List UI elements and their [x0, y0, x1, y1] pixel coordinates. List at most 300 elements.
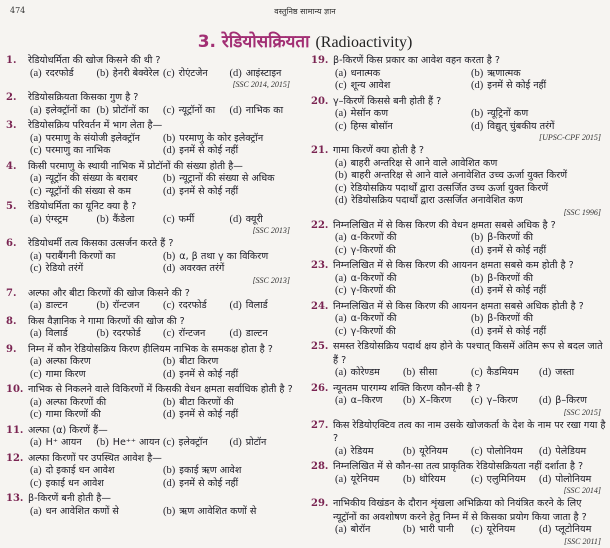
options-group [30, 328, 296, 341]
option-letter: (d) [229, 328, 242, 339]
option-letter: (a) [30, 328, 42, 339]
question-line [4, 160, 296, 174]
option-text: डाल्टन [45, 300, 68, 311]
answer-option [335, 80, 471, 93]
running-head: वस्तुनिष्ठ सामान्य ज्ञान [274, 7, 336, 16]
options-group [30, 397, 296, 422]
exam-source-tag: [SSC 2011] [564, 536, 601, 546]
option-letter: (b) [96, 437, 109, 448]
option-letter: (d) [539, 395, 552, 406]
option-text: धन आवेशित कणों से [45, 505, 119, 517]
question-line [4, 452, 296, 466]
answer-option [30, 186, 163, 199]
options-group [335, 158, 607, 208]
answer-option [30, 251, 163, 264]
answer-option [335, 170, 607, 183]
answer-option [539, 446, 607, 459]
options-group [30, 173, 296, 198]
option-text: रेडियो तरंगें [45, 263, 84, 274]
answer-option [163, 465, 296, 478]
question-item [309, 497, 607, 546]
question-item [4, 119, 296, 158]
answer-option [163, 328, 230, 341]
question-text: β-किरणें बनी होती है— [28, 493, 111, 504]
option-letter: (c) [163, 104, 175, 116]
option-text: परमाणु के संयोजी इलेक्ट्रॉन [45, 132, 140, 144]
option-text: इनमें से कोई नहीं [487, 80, 547, 91]
question-item [309, 382, 607, 417]
option-text: बोरॉन [350, 524, 371, 535]
question-item [4, 492, 296, 518]
option-letter: (a) [30, 465, 42, 476]
option-letter: (a) [335, 395, 347, 406]
options-group [335, 68, 607, 93]
options-group [335, 446, 607, 459]
option-text: न्यूट्रॉन की संख्या के बराबर [45, 173, 138, 184]
answer-option [163, 105, 230, 118]
option-letter: (c) [30, 409, 42, 420]
option-text: थोरियम [419, 473, 446, 485]
option-text: फर्मी [178, 213, 195, 225]
answer-option [539, 474, 607, 487]
answer-option [30, 369, 163, 382]
answer-option [163, 506, 296, 519]
option-text: न्यूट्रानों की संख्या से अधिक [179, 173, 275, 184]
option-letter: (b) [403, 367, 416, 378]
answer-option [30, 263, 163, 276]
answer-option [335, 108, 471, 121]
option-letter: (c) [335, 325, 347, 337]
option-letter: (c) [471, 524, 483, 535]
answer-option [335, 326, 471, 339]
left-column [4, 54, 296, 520]
option-letter: (b) [163, 132, 176, 144]
answer-option [97, 105, 164, 118]
option-letter: (b) [96, 328, 109, 339]
option-text: प्रोटॉन [245, 437, 267, 448]
option-letter: (b) [96, 67, 109, 79]
question-item [309, 300, 607, 339]
question-number: 10. [6, 384, 24, 395]
option-letter: (d) [471, 244, 484, 256]
option-text: β-किरणों की [487, 272, 533, 284]
option-text: कैंडेला [112, 213, 135, 225]
option-letter: (c) [30, 263, 42, 274]
question-text: निम्नलिखित में से किस किरण की आयनन क्षमता सबसे कम होती है ? [333, 260, 574, 271]
option-letter: (d) [539, 445, 552, 457]
answer-option [30, 356, 163, 369]
answer-option [471, 245, 607, 258]
option-letter: (d) [229, 213, 242, 225]
answer-option [163, 300, 230, 313]
question-number: 29. [311, 498, 329, 509]
option-text: आइंस्टाइन [245, 67, 282, 79]
option-text: इनमें से कोई नहीं [487, 244, 547, 256]
options-group [335, 232, 607, 257]
option-text: γ-किरणों की [350, 325, 396, 337]
answer-option [163, 478, 296, 491]
option-letter: (a) [30, 104, 42, 116]
option-letter: (a) [30, 173, 42, 184]
exam-source-tag: [UPSC-CPF 2015] [539, 133, 601, 142]
answer-option [163, 263, 296, 276]
options-group [30, 214, 296, 227]
question-line [4, 492, 296, 506]
option-letter: (c) [163, 437, 175, 448]
options-group [335, 313, 607, 338]
answer-option [403, 524, 471, 537]
question-number: 19. [311, 55, 329, 66]
option-text: बीटा किरणों की [179, 396, 234, 408]
question-number: 22. [311, 219, 329, 231]
answer-option [163, 145, 296, 158]
answer-option [335, 313, 471, 326]
answer-option [30, 465, 163, 478]
option-letter: (d) [471, 325, 484, 337]
option-text: इनमें से कोई नहीं [179, 409, 239, 420]
option-letter: (b) [403, 473, 416, 485]
option-text: बीटा किरण [179, 356, 219, 367]
option-letter: (b) [403, 445, 416, 457]
question-number: 2. [6, 92, 17, 103]
exam-source-tag: [SSC 2014, 2015] [232, 80, 290, 89]
options-group [30, 506, 296, 519]
option-text: पराबैंगनी किरणों का [45, 250, 116, 262]
answer-option [471, 367, 539, 380]
options-group [335, 108, 607, 133]
option-text: गामा किरण [45, 368, 86, 380]
option-letter: (a) [335, 524, 347, 535]
option-text: इनमें से कोई नहीं [179, 185, 239, 197]
option-letter: (b) [471, 232, 484, 243]
option-text: पेलेडियम [555, 445, 587, 457]
question-text: निम्नलिखित में से कौन-सा तत्व प्राकृतिक रेडियोसक्रियता नहीं दर्शाता है ? [333, 461, 584, 472]
option-text: इनमें से कोई नहीं [179, 368, 239, 380]
chapter-title-hindi: 3. रेडियोसक्रियता [197, 32, 310, 52]
answer-option [471, 395, 539, 408]
answer-option [163, 409, 296, 422]
option-text: एलुमिनियम [486, 473, 526, 485]
page-number: 474 [10, 6, 26, 15]
option-letter: (b) [163, 396, 176, 408]
options-group [30, 437, 296, 450]
question-line [4, 424, 296, 438]
options-group [335, 474, 607, 487]
answer-option [163, 251, 296, 264]
answer-option [335, 474, 403, 487]
option-text: β–किरण [555, 395, 587, 406]
question-line [309, 340, 607, 367]
answer-option [30, 145, 163, 158]
answer-option [163, 214, 230, 227]
question-line [4, 287, 296, 301]
question-text: अल्फा और बीटा किरणों की खोज किसने की ? [28, 287, 190, 299]
option-letter: (b) [96, 104, 109, 116]
option-letter: (c) [30, 368, 42, 380]
option-text: जस्ता [555, 367, 575, 378]
option-letter: (a) [30, 396, 42, 408]
option-text: अल्फा किरणों की [45, 396, 107, 408]
answer-option [471, 326, 607, 339]
option-letter: (c) [471, 473, 483, 485]
question-text: गामा किरणें क्या होती है ? [333, 145, 424, 156]
answer-option [471, 285, 607, 298]
answer-option [163, 356, 296, 369]
question-text: रेडियोधर्मिता की खोज किसने की थी ? [28, 55, 161, 66]
question-item [309, 144, 607, 217]
option-letter: (a) [30, 356, 42, 367]
answer-option [97, 300, 164, 313]
option-text: γ-किरणों की [350, 244, 396, 256]
option-text: गामा किरणों की [45, 409, 101, 420]
option-text: अल्फा किरण [45, 356, 91, 367]
question-item [309, 219, 607, 258]
answer-option [30, 506, 163, 519]
question-line [4, 54, 296, 68]
option-text: अवरक्त तरंगें [179, 263, 225, 274]
answer-option [230, 214, 297, 227]
question-number: 12. [6, 452, 24, 464]
option-text: सीसा [419, 367, 438, 378]
exam-source-tag: [SSC 2013] [252, 275, 290, 285]
option-text: क्यूरी [245, 213, 263, 225]
option-letter: (a) [30, 300, 42, 311]
question-line [309, 54, 607, 68]
question-number: 21. [311, 145, 329, 156]
option-letter: (a) [30, 505, 42, 517]
option-text: रॉन्टजन [178, 328, 206, 339]
option-text: α-किरणों की [350, 232, 397, 243]
option-text: रेडियोसक्रिय पदार्थों द्वारा उत्सर्जित अनावेशित कण [351, 195, 523, 206]
option-letter: (c) [163, 300, 175, 311]
answer-option [30, 409, 163, 422]
answer-option [97, 68, 164, 81]
option-letter: (c) [30, 477, 42, 489]
option-text: यूरेनियम [350, 473, 380, 485]
question-number: 5. [6, 201, 17, 212]
option-letter: (a) [30, 437, 42, 448]
option-text: न्यूट्रॉनों का [178, 104, 216, 116]
question-line [4, 315, 296, 329]
answer-option [335, 158, 607, 171]
option-text: दो इकाई धन आवेश [45, 465, 115, 476]
answer-option [471, 232, 607, 245]
question-item [4, 315, 296, 341]
option-text: यूरेनियम [419, 445, 448, 457]
answer-option [471, 273, 607, 286]
option-text: α, β तथा γ का विकिरण [179, 250, 269, 262]
question-number: 13. [6, 493, 24, 504]
question-line [4, 343, 296, 357]
question-number: 8. [6, 315, 17, 327]
question-item [4, 200, 296, 235]
option-text: H⁺ आयन [45, 437, 82, 448]
option-letter: (d) [163, 368, 176, 380]
question-item [309, 419, 607, 459]
question-item [4, 452, 296, 491]
answer-option [163, 68, 230, 81]
question-text: किसी परमाणु के स्थायी नाभिक में प्रोटॉनों की संख्या होती है— [28, 160, 243, 172]
answer-option [335, 245, 471, 258]
option-letter: (d) [163, 477, 176, 489]
option-text: धनात्मक [350, 67, 381, 79]
question-item [309, 259, 607, 298]
option-text: रेडियम [350, 445, 374, 457]
question-line [309, 95, 607, 109]
answer-option [30, 133, 163, 146]
option-letter: (c) [163, 67, 175, 79]
option-letter: (a) [335, 445, 347, 457]
answer-option [163, 186, 296, 199]
option-text: इनमें से कोई नहीं [179, 145, 239, 156]
option-text: ऋण आवेशित कणों से [179, 505, 257, 517]
option-letter: (b) [163, 173, 176, 184]
chapter-title [0, 29, 610, 52]
option-text: पोलोनियम [486, 445, 523, 457]
option-letter: (d) [229, 300, 242, 311]
answer-option [163, 437, 230, 450]
answer-option [539, 367, 607, 380]
question-item [309, 95, 607, 143]
option-text: γ–किरण [486, 395, 518, 406]
question-item [4, 383, 296, 422]
question-text: निम्न में कौन रेडियोसक्रिय किरण हीलियम नाभिक के समकक्ष होता है ? [28, 343, 273, 355]
answer-option [471, 474, 539, 487]
option-letter: (a) [335, 367, 347, 378]
exam-source-tag: [SSC 2014] [563, 486, 601, 495]
answer-option [30, 173, 163, 186]
option-letter: (a) [30, 213, 42, 225]
option-letter: (a) [30, 67, 42, 79]
option-text: विलार्ड [245, 300, 268, 311]
option-text: प्रोटॉनों का [112, 104, 149, 116]
option-letter: (b) [163, 505, 176, 517]
option-letter: (d) [335, 195, 348, 206]
option-letter: (c) [335, 285, 347, 296]
answer-option [230, 105, 297, 118]
answer-option [539, 524, 607, 537]
answer-option [163, 369, 296, 382]
question-line [309, 497, 607, 524]
answer-option [30, 68, 97, 81]
question-number: 23. [311, 260, 329, 271]
answer-option [335, 285, 471, 298]
question-line [309, 460, 607, 474]
option-text: न्यूट्रिनों कण [487, 108, 529, 119]
question-text: नाभिक से निकलने वाले विकिरणों में किसकी वेधन क्षमता सर्वाधिक होती है ? [28, 384, 293, 395]
answer-option [163, 133, 296, 146]
options-group [30, 356, 296, 381]
question-text: किस रेडियोएक्टिव तत्व का नाम उसके खोजकर्ता के देश के नाम पर रखा गया है ? [333, 419, 606, 444]
answer-option [335, 395, 403, 408]
exam-source-tag: [SSC 2013] [252, 226, 290, 235]
question-line [309, 144, 607, 158]
option-text: विद्युत् चुंबकीय तरंगें [487, 120, 555, 132]
option-text: कैडमियम [486, 367, 519, 378]
question-text: किस वैज्ञानिक ने गामा किरणों की खोज की ? [28, 315, 185, 327]
answer-option [335, 524, 403, 537]
question-text: अल्फा किरणों पर उपस्थित आवेश है— [28, 452, 162, 464]
option-text: α-किरणों की [350, 272, 397, 284]
answer-option [471, 446, 539, 459]
question-text: रेडियोधर्मी तत्व किसका उत्सर्जन करते हैं ? [28, 238, 174, 249]
option-letter: (c) [30, 185, 42, 197]
option-text: भारी पानी [419, 524, 454, 535]
question-line [309, 259, 607, 273]
options-group [30, 300, 296, 313]
question-line [309, 419, 607, 446]
question-text: रेडियोधर्मिता का यूनिट क्या है ? [28, 201, 137, 212]
option-text: हिग्स बोसॉन [350, 120, 393, 132]
question-item [4, 343, 296, 382]
option-text: ऋणात्मक [487, 67, 521, 79]
options-group [335, 395, 607, 408]
question-text: समस्त रेडियोसक्रिय पदार्थ क्षय होने के पश्चात् किसमें अंतिम रूप से बदल जाते हैं ? [333, 341, 603, 366]
question-number: 3. [6, 120, 17, 131]
answer-option [335, 446, 403, 459]
question-number: 7. [6, 287, 17, 299]
answer-option [230, 300, 297, 313]
option-letter: (c) [335, 80, 347, 91]
option-letter: (d) [163, 263, 176, 274]
option-text: नाभिक का [245, 104, 284, 116]
answer-option [403, 474, 471, 487]
option-letter: (c) [471, 445, 483, 457]
option-letter: (c) [471, 367, 483, 378]
question-item [309, 340, 607, 380]
options-group [335, 367, 607, 380]
answer-option [471, 121, 607, 134]
question-line [309, 300, 607, 314]
question-number: 1. [6, 55, 17, 66]
option-text: α–किरण [350, 395, 383, 406]
option-letter: (d) [471, 120, 484, 132]
option-letter: (d) [539, 524, 552, 535]
answer-option [335, 232, 471, 245]
option-letter: (a) [335, 157, 347, 169]
option-text: इनमें से कोई नहीं [179, 477, 239, 489]
question-number: 6. [6, 238, 17, 249]
option-letter: (b) [163, 465, 176, 476]
option-text: विलार्ड [45, 328, 68, 339]
answer-option [30, 328, 97, 341]
answer-option [335, 367, 403, 380]
option-letter: (d) [471, 80, 484, 91]
option-text: He⁺⁺ आयन [112, 437, 160, 448]
option-text: कोरेण्डम [350, 367, 380, 378]
question-line [309, 219, 607, 233]
question-item [4, 287, 296, 313]
option-letter: (b) [335, 170, 348, 181]
answer-option [471, 108, 607, 121]
answer-option [335, 68, 471, 81]
option-letter: (c) [471, 395, 483, 406]
question-line [4, 91, 296, 105]
option-letter: (c) [30, 145, 42, 156]
option-letter: (b) [163, 356, 176, 367]
answer-option [230, 328, 297, 341]
question-number: 4. [6, 160, 17, 172]
right-column [309, 54, 607, 548]
option-letter: (a) [30, 250, 42, 262]
option-letter: (a) [335, 108, 347, 119]
exam-source-tag: [SSC 1996] [563, 207, 601, 217]
option-text: यूरेनियम [486, 524, 516, 535]
answer-option [335, 121, 471, 134]
option-text: α-किरणों की [350, 313, 397, 324]
option-text: β-किरणों की [487, 232, 533, 243]
option-text: रॉन्टजन [112, 300, 140, 311]
